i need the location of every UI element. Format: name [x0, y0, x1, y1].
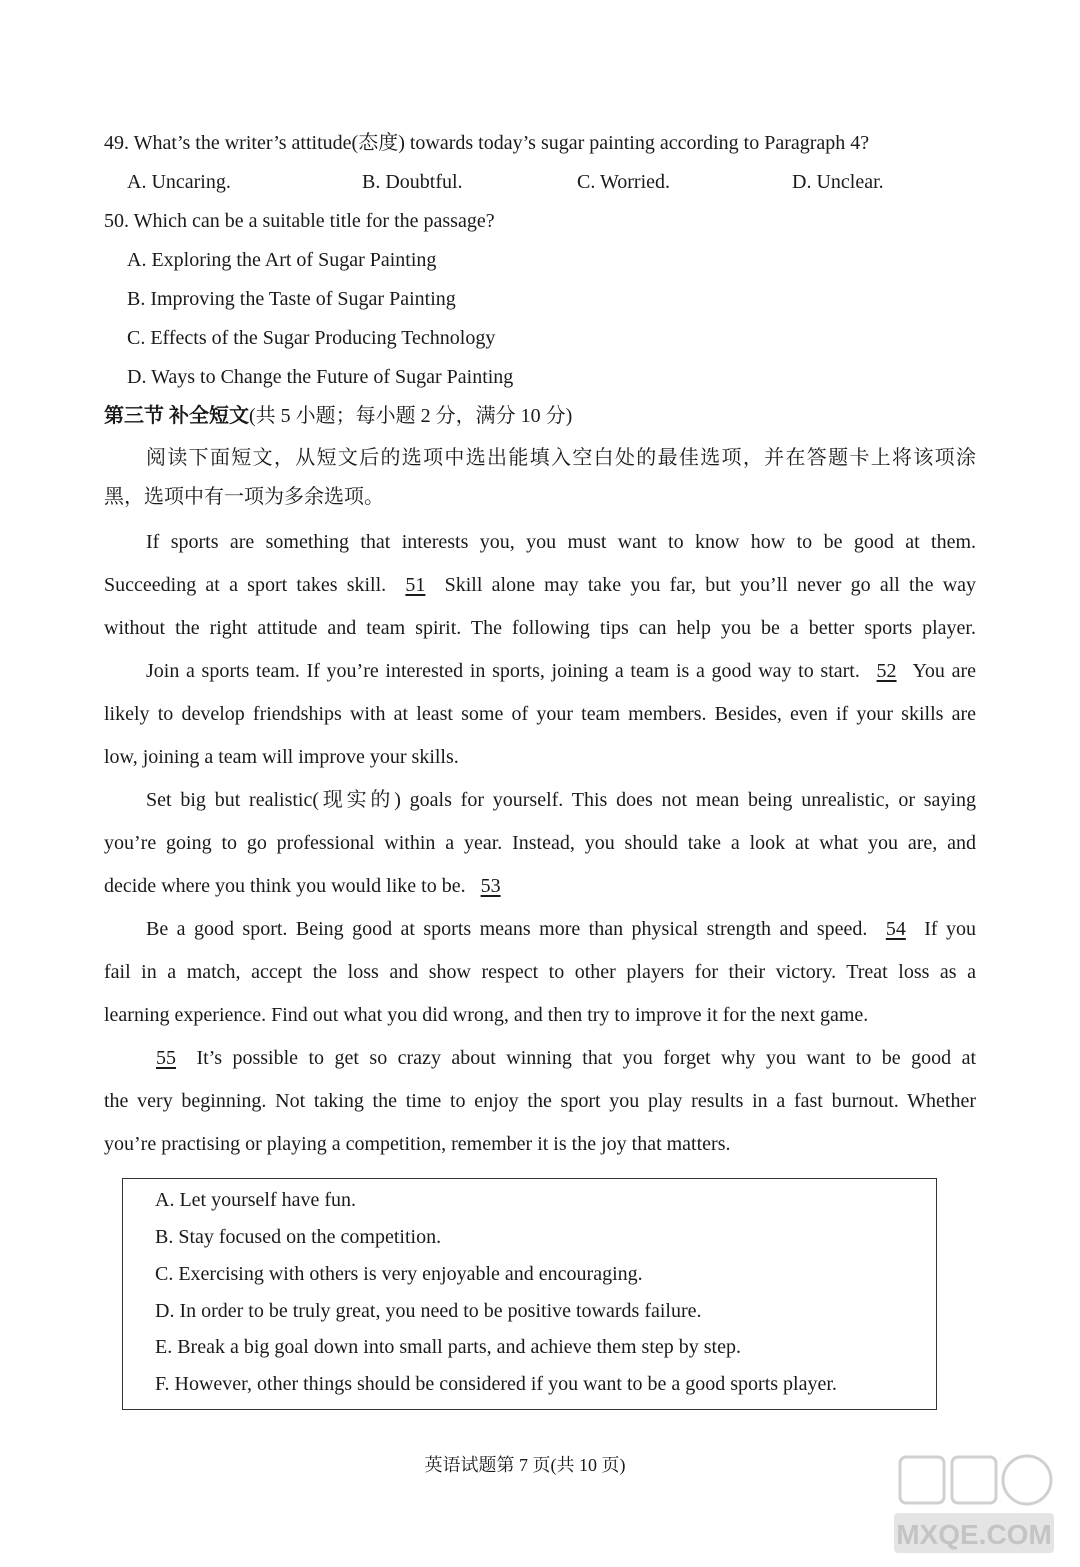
- passage-text: Be a good sport. Being good at sports means more than physical strength and speed.: [146, 918, 868, 940]
- passage-text: It’s possible to get so crazy about winning that you forget why you want to be good at: [196, 1047, 976, 1069]
- passage-p1-line3: without the right attitude and team spirit. The following tips can help you be a better sports player.: [104, 617, 976, 639]
- passage-p3-line3: [104, 873, 976, 899]
- blank-55: 55: [156, 1047, 176, 1069]
- watermark-text: MXQE.COM: [896, 1519, 1052, 1550]
- choice-d: D. In order to be truly great, you need to be positive towards failure.: [155, 1300, 702, 1322]
- passage-text: Join a sports team. If you’re interested in sports, joining a team is a good way to start.: [146, 660, 860, 682]
- question-49-option-a: A. Uncaring.: [127, 171, 231, 193]
- section-instruction-line2: 黑，选项中有一项为多余选项。: [104, 486, 384, 508]
- passage-text: Skill alone may take you far, but you’ll never go all the way: [444, 574, 977, 596]
- section-heading: [104, 403, 572, 429]
- passage-p2-line1: [146, 658, 976, 684]
- blank-52: 52: [876, 660, 897, 682]
- passage-p1-line2: [104, 572, 976, 598]
- passage-p5-line1: [146, 1045, 976, 1071]
- passage-p4-line1: [146, 916, 976, 942]
- passage-p5-line3: you’re practising or playing a competition, remember it is the joy that matters.: [104, 1133, 731, 1155]
- blank-53: 53: [480, 875, 501, 897]
- choice-f: F. However, other things should be considered if you want to be a good sports player.: [155, 1373, 837, 1395]
- question-49-option-d: D. Unclear.: [792, 171, 884, 193]
- passage-p4-line2: fail in a match, accept the loss and show respect to other players for their victory. Treat loss as a: [104, 961, 976, 983]
- passage-p3-line1: Set big but realistic(现实的) goals for yourself. This does not mean being unrealistic, or saying: [146, 789, 976, 811]
- blank-51: 51: [405, 574, 426, 596]
- question-50-option-a: A. Exploring the Art of Sugar Painting: [127, 249, 437, 271]
- blank-54: 54: [885, 918, 906, 940]
- choice-a: A. Let yourself have fun.: [155, 1189, 357, 1211]
- question-49-option-b: B. Doubtful.: [362, 171, 463, 193]
- watermark-glyph-2: [952, 1457, 996, 1503]
- passage-p4-line3: learning experience. Find out what you did wrong, and then try to improve it for the next game.: [104, 1004, 869, 1026]
- watermark-glyph-1: [900, 1457, 944, 1503]
- passage-p2-line3: low, joining a team will improve your skills.: [104, 746, 459, 768]
- watermark-logo: [882, 1449, 1062, 1559]
- page-footer: 英语试题第 7 页(共 10 页): [424, 1455, 626, 1475]
- question-50-option-d: D. Ways to Change the Future of Sugar Painting: [127, 366, 514, 388]
- passage-text: If you: [924, 918, 977, 940]
- passage-p3-line2: you’re going to go professional within a year. Instead, you should take a look at what you are, and: [104, 832, 976, 854]
- choice-c: C. Exercising with others is very enjoyable and encouraging.: [155, 1263, 643, 1285]
- passage-p5-line2: the very beginning. Not taking the time to enjoy the sport you play results in a fast burnout. Whether: [104, 1090, 976, 1112]
- question-50-option-c: C. Effects of the Sugar Producing Technology: [127, 327, 496, 349]
- choices-box: [122, 1178, 937, 1410]
- passage-text: decide where you think you would like to be.: [104, 875, 466, 897]
- section-instruction-line1: 阅读下面短文，从短文后的选项中选出能填入空白处的最佳选项，并在答题卡上将该项涂: [146, 447, 976, 469]
- question-49-option-c: C. Worried.: [577, 171, 671, 193]
- question-49-stem: 49. What’s the writer’s attitude(态度) towards today’s sugar painting according to Paragraph 4?: [104, 132, 870, 154]
- passage-p1-line1: If sports are something that interests you, you must want to know how to be good at them.: [146, 531, 976, 553]
- passage-text: Succeeding at a sport takes skill.: [104, 574, 387, 596]
- section-subtitle: (共 5 小题；每小题 2 分，满分 10 分): [249, 405, 573, 427]
- watermark-glyph-3: [1003, 1456, 1051, 1504]
- passage-p2-line2: likely to develop friendships with at least some of your team members. Besides, even if your skills are: [104, 703, 976, 725]
- choice-e: E. Break a big goal down into small parts, and achieve them step by step.: [155, 1336, 741, 1358]
- question-50-option-b: B. Improving the Taste of Sugar Painting: [127, 288, 456, 310]
- section-title: 第三节 补全短文: [104, 405, 249, 427]
- choice-b: B. Stay focused on the competition.: [155, 1226, 442, 1248]
- passage-text: You are: [912, 660, 977, 682]
- question-50-stem: 50. Which can be a suitable title for the passage?: [104, 210, 495, 232]
